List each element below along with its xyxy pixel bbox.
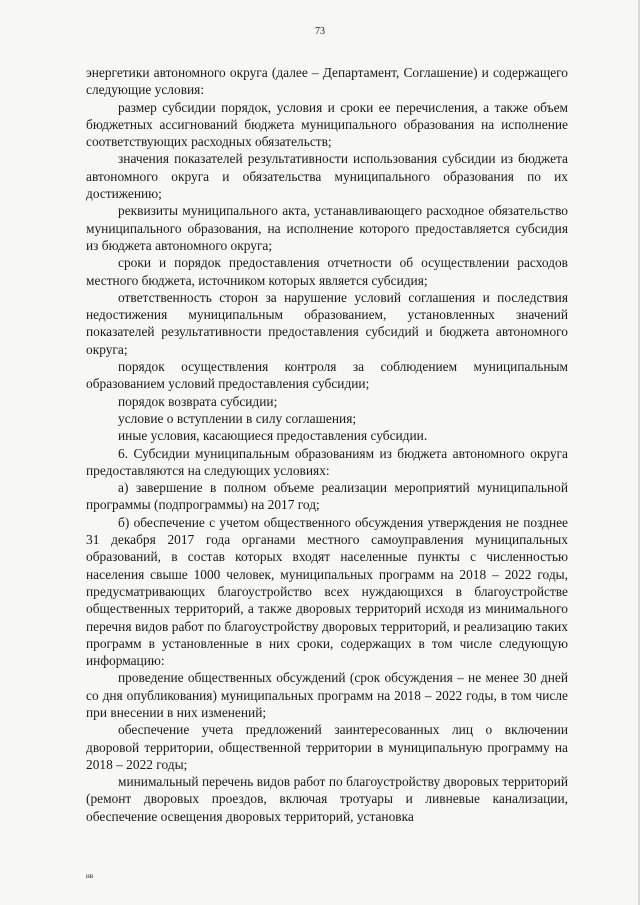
paragraph: энергетики автономного округа (далее – Департамент, Соглашение) и содержащего следующие условия: [86,65,568,98]
paragraph: ответственность сторон за нарушение условий соглашения и последствия недостижения муниципальным образованием, установленных значений показателей результативности предоставления субсидий и бюджета автономного округа; [86,289,568,357]
paragraph: а) завершение в полном объеме реализации мероприятий муниципальной программы (подпрограммы) на 2017 год; [86,480,568,513]
paragraph: иные условия, касающиеся предоставления субсидии. [118,428,428,444]
paragraph: реквизиты муниципального акта, устанавливающего расходное обязательство муниципального образования, на исполнение которого предоставляется субсидия из бюджета автономного округа; [86,203,568,253]
paragraph: сроки и порядок предоставления отчетности об осуществлении расходов местного бюджета, источником которых является субсидия; [86,255,568,288]
paragraph: порядок возврата субсидии; [118,393,278,409]
paragraph: размер субсидии порядок, условия и сроки ее перечисления, а также объем бюджетных ассигнований бюджета муниципального образования на исполнение соответствующих расходных обязательств; [86,99,568,150]
paragraph: минимальный перечень видов работ по благоустройству дворовых территорий (ремонт дворовых проездов, включая тротуары и ливневые канализации, обеспечение освещения дворовых территорий, установка [86,774,568,824]
paragraph: б) обеспечение с учетом общественного обсуждения утверждения не позднее 31 декабря 2017 года органами местного самоуправления муниципальных образований, в состав которых входят населенные пункты с численностью населения свыше 1000 человек, муниципальных программ на 2018 – 2022 годы, предусматривающих благоустройство всех нуждающихся в благоустройстве общественных территорий, а также дворовых территорий исходя из минимального перечня видов работ по благоустройству дворовых территорий, и реализацию таких программ в установленные в них сроки, содержащих в том числе следующую информацию: [86,514,568,669]
paragraph: проведение общественных обсуждений (срок обсуждения – не менее 30 дней со дня опубликования) муниципальных программ на 2018 – 2022 годы, в том числе при внесении в них изменений; [86,670,568,720]
document-body [86,64,568,825]
paragraph: порядок осуществления контроля за соблюдением муниципальным образованием условий предоставления субсидии; [86,359,568,392]
paragraph: значения показателей результативности использования субсидии из бюджета автономного округа и обязательства муниципального образования по их достижению; [86,151,568,202]
footer-mark: нв [86,872,94,880]
paragraph: 6. Субсидии муниципальным образованиям из бюджета автономного округа предоставляются на следующих условиях: [86,445,568,478]
page-number: 73 [315,26,325,37]
paragraph: условие о вступлении в силу соглашения; [118,410,357,426]
paragraph: обеспечение учета предложений заинтересованных лиц о включении дворовой территории, общественной территории в муниципальную программу на 2018 – 2022 годы; [86,722,568,772]
